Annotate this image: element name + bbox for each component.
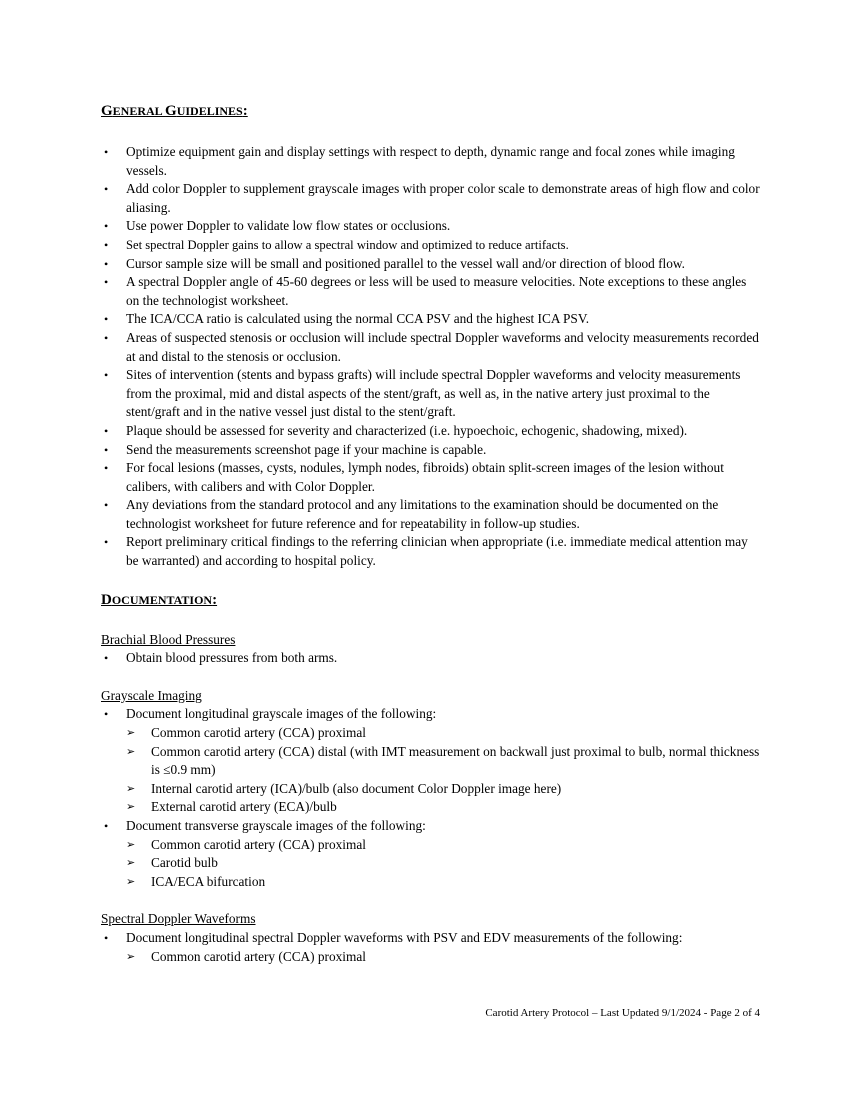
brachial-list [101, 649, 761, 668]
list-item [101, 817, 761, 891]
list-item: • The ICA/CCA ratio is calculated using the normal CCA PSV and the highest ICA PSV. [101, 310, 761, 329]
sublist-item [126, 854, 761, 873]
list-item: • Report preliminary critical findings to the referring clinician when appropriate (i.e. immediate medical attention may be warranted) and according to hospital policy. [101, 533, 761, 570]
list-item: • Areas of suspected stenosis or occlusion will include spectral Doppler waveforms and velocity measurements recorded at and distal to the stenosis or occlusion. [101, 329, 761, 366]
arrow-bullet-icon: ➢ [126, 781, 136, 795]
page-footer: Carotid Artery Protocol – Last Updated 9/1/2024 - Page 2 of 4 [485, 1007, 760, 1019]
sublist-item [126, 724, 761, 743]
list-item [101, 705, 761, 817]
heading-colon: : [242, 103, 248, 119]
heading-initial: D [101, 591, 112, 608]
arrow-bullet-icon: ➢ [126, 726, 136, 740]
list-item: • A spectral Doppler angle of 45-60 degrees or less will be used to measure velocities. Note exceptions to these angles on the technologist worksheet. [101, 273, 761, 310]
spectral-list [101, 929, 761, 966]
arrow-bullet-icon: ➢ [126, 744, 136, 758]
sublist-item-text: Carotid bulb [151, 855, 218, 871]
arrow-bullet-icon: ➢ [126, 949, 136, 963]
list-item: • Optimize equipment gain and display settings with respect to depth, dynamic range and focal zones while imaging vessels. [101, 143, 761, 180]
sublist-item [126, 836, 761, 855]
sublist-item [126, 743, 761, 780]
sublist-item-text: Common carotid artery (CCA) proximal [151, 836, 366, 852]
sublist-item-text: Internal carotid artery (ICA)/bulb (also document Color Doppler image here) [151, 780, 562, 796]
heading-rest: OCUMENTATION [111, 592, 213, 607]
sublist-item-text: Common carotid artery (CCA) proximal [151, 725, 366, 741]
list-item: • Use power Doppler to validate low flow states or occlusions. [101, 217, 761, 236]
arrow-bullet-icon: ➢ [126, 856, 136, 870]
list-item-text: Document longitudinal spectral Doppler waveforms with PSV and EDV measurements of the following: [126, 929, 683, 945]
grayscale-transverse-sublist [126, 836, 761, 892]
list-item: • Cursor sample size will be small and positioned parallel to the vessel wall and/or direction of blood flow. [101, 255, 761, 274]
page-content [101, 102, 761, 966]
heading-colon: : [212, 591, 218, 608]
list-item [101, 929, 761, 966]
list-item: • Any deviations from the standard protocol and any limitations to the examination should be documented on the technologist worksheet for future reference and for repeatability in follow-up studies. [101, 496, 761, 533]
sublist-item [126, 873, 761, 892]
general-guidelines-heading [101, 102, 761, 121]
arrow-bullet-icon: ➢ [126, 874, 136, 888]
documentation-heading [101, 591, 761, 610]
list-item-text: Document transverse grayscale images of the following: [126, 818, 426, 833]
sublist-item [126, 798, 761, 817]
heading-initial-2: G [165, 103, 177, 119]
heading-rest-2: UIDELINES [176, 104, 243, 118]
grayscale-subheading: Grayscale Imaging [101, 687, 202, 703]
grayscale-longitudinal-sublist [126, 724, 761, 817]
heading-rest: ENERAL [112, 104, 166, 118]
list-item: • Obtain blood pressures from both arms. [101, 649, 761, 668]
list-item: • Set spectral Doppler gains to allow a spectral window and optimized to reduce artifacts. [101, 236, 761, 255]
list-item: • Sites of intervention (stents and bypass grafts) will include spectral Doppler waveforms and velocity measurements from the proximal, mid and distal aspects of the stent/graft, as well as, in the native artery just proximal to the stent/graft and in the native vessel just distal to the stent/graft. [101, 366, 761, 422]
list-item-text: Document longitudinal grayscale images of the following: [126, 706, 437, 722]
sublist-item-text: Common carotid artery (CCA) proximal [151, 948, 366, 964]
list-item: • Plaque should be assessed for severity and characterized (i.e. hypoechoic, echogenic, shadowing, mixed). [101, 422, 761, 441]
list-item: • For focal lesions (masses, cysts, nodules, lymph nodes, fibroids) obtain split-screen images of the lesion without calibers, with calibers and with Color Doppler. [101, 459, 761, 496]
sublist-item [126, 780, 761, 799]
sublist-item-text: ICA/ECA bifurcation [151, 873, 266, 889]
list-item: • Add color Doppler to supplement grayscale images with proper color scale to demonstrate areas of high flow and color aliasing. [101, 180, 761, 217]
heading-initial: G [101, 103, 113, 119]
sublist-item-text: External carotid artery (ECA)/bulb [151, 799, 337, 815]
arrow-bullet-icon: ➢ [126, 800, 136, 814]
general-guidelines-list [101, 143, 761, 571]
spectral-subheading: Spectral Doppler Waveforms [101, 911, 256, 927]
sublist-item-text: Common carotid artery (CCA) distal (with IMT measurement on backwall just proximal to bulb, normal thickness is ≤0.9 mm) [151, 743, 760, 778]
grayscale-list [101, 705, 761, 891]
sublist-item [126, 948, 761, 967]
list-item: • Send the measurements screenshot page if your machine is capable. [101, 441, 761, 460]
arrow-bullet-icon: ➢ [126, 837, 136, 851]
brachial-subheading: Brachial Blood Pressures [101, 631, 236, 647]
spectral-sublist [126, 948, 761, 967]
